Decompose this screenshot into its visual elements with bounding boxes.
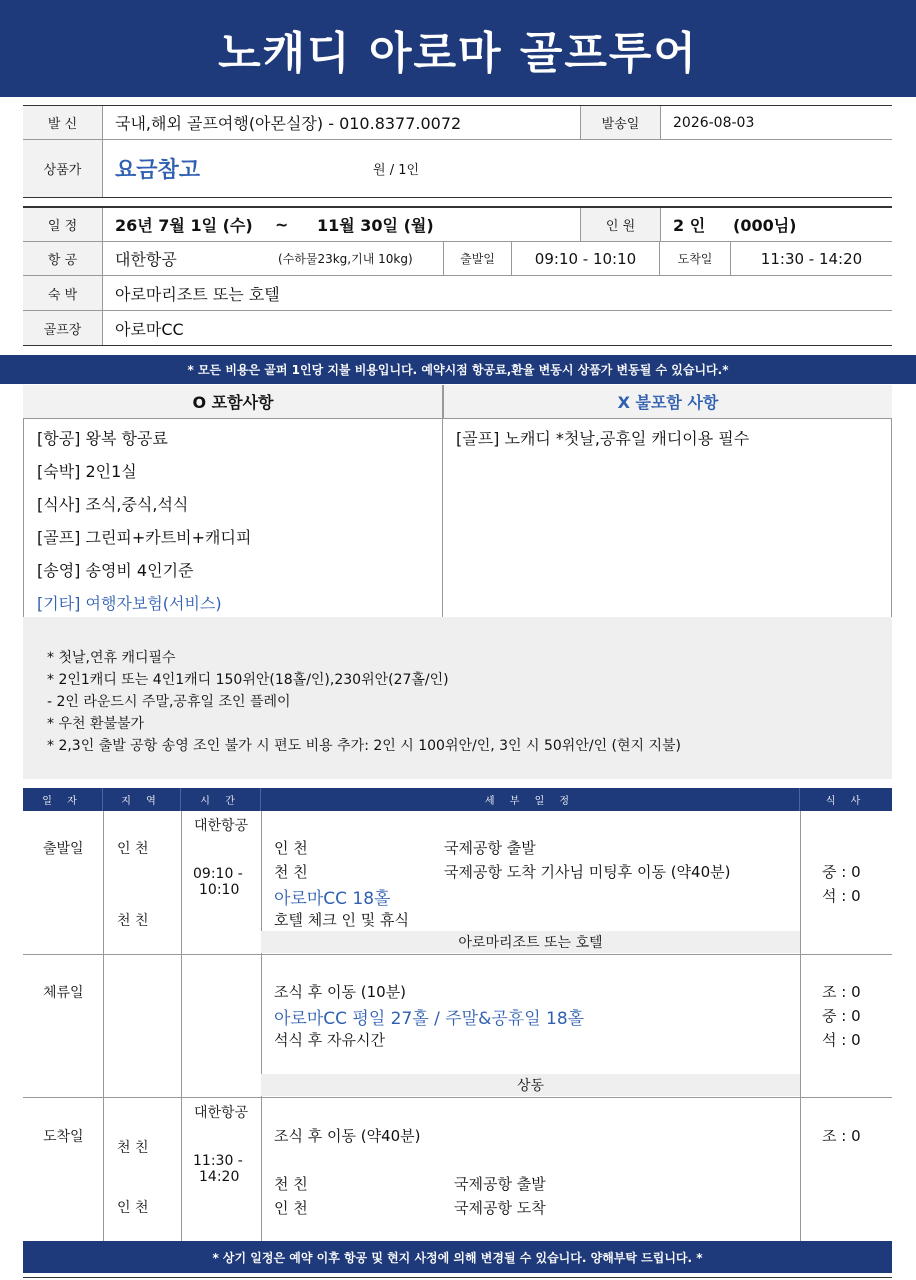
included-item: [송영] 송영비 4인기준 — [37, 561, 194, 580]
col-meal: 식 사 — [825, 796, 867, 807]
price-unit: 원 / 1인 — [373, 163, 420, 178]
day1-stay: 아로마리조트 또는 호텔 — [261, 931, 800, 953]
price-value: 요금참고 — [115, 158, 201, 183]
day3-text-1: 조식 후 이동 (약40분) — [274, 1127, 421, 1145]
col-date: 일 자 — [23, 788, 103, 811]
baggage-info: (수하물23kg,기내 10kg) — [266, 242, 444, 275]
people-cell — [661, 208, 892, 241]
day2-text-1: 조식 후 이동 (10분) — [274, 983, 407, 1001]
sender-row — [23, 106, 892, 140]
excluded-title: X 불포함 사항 — [443, 385, 892, 419]
schedule-notice: * 상기 일정은 예약 이후 항공 및 현지 사정에 의해 변경될 수 있습니다. 양해부탁 드립니다. * — [23, 1241, 892, 1273]
sender-value: 국내,해외 골프여행(아몬실장) - 010.8377.0072 — [103, 106, 581, 139]
cost-notice: * 모든 비용은 골퍼 1인당 지불 비용입니다. 예약시점 항공료,환율 변동시 상품가 변동될 수 있습니다.* — [0, 355, 916, 384]
day2-label: 체류일 — [43, 985, 84, 1001]
schedule-cell — [103, 208, 581, 241]
grid-line — [181, 811, 182, 1241]
day1-place-2: 천 친 — [274, 863, 308, 881]
day1-text-1: 국제공항 출발 — [444, 839, 536, 857]
day1-golf: 아로마CC 18홀 — [274, 889, 391, 909]
day1-meal-2: 석 : 0 — [822, 887, 861, 905]
day3-meal-1: 조 : 0 — [822, 1127, 861, 1145]
inclusion-divider — [442, 385, 443, 617]
day1-text-2: 국제공항 도착 기사님 미팅후 이동 (약40분) — [444, 863, 731, 881]
golf-label: 골프장 — [23, 311, 103, 345]
day2-meal-1: 조 : 0 — [822, 983, 861, 1001]
golf-row — [23, 311, 892, 346]
day3-region-1: 천 친 — [117, 1140, 149, 1156]
day3-text-2: 국제공항 출발 — [454, 1175, 546, 1193]
hotel-row — [23, 276, 892, 311]
included-item: [골프] 그린피+카트비+캐디피 — [37, 528, 252, 547]
price-cell — [103, 140, 892, 197]
day3-text-3: 국제공항 도착 — [454, 1199, 546, 1217]
day1-region-2: 천 친 — [117, 913, 149, 929]
day3-place-3: 인 천 — [274, 1199, 308, 1217]
day3-place-2: 천 친 — [274, 1175, 308, 1193]
schedule-label: 일 정 — [23, 208, 103, 241]
airline-label: 항 공 — [23, 242, 103, 275]
depart-time: 09:10 - 10:10 — [512, 242, 660, 275]
day3-airline: 대한항공 — [194, 1105, 249, 1121]
airline-value: 대한항공 — [115, 250, 177, 269]
schedule-end: 11월 30일 (월) — [317, 216, 434, 235]
golf-value: 아로마CC — [115, 319, 184, 339]
schedule-start: 26년 7월 1일 (수) — [115, 216, 253, 235]
day2-meal-3: 석 : 0 — [822, 1031, 861, 1049]
day3-time-b: 14:20 — [199, 1169, 240, 1185]
day1-place-1: 인 천 — [274, 839, 308, 857]
note-line: * 2,3인 출발 공항 송영 조인 불가 시 편도 비용 추가: 2인 시 100위안/인, 3인 시 50위안/인 (현지 지불) — [47, 738, 682, 754]
people-names: (000님) — [733, 216, 797, 235]
day1-region-1: 인 천 — [117, 841, 149, 857]
page-title: 노캐디 아로마 골프투어 — [0, 0, 916, 97]
day1-checkin: 호텔 체크 인 및 휴식 — [274, 911, 409, 929]
price-row — [23, 140, 892, 198]
day2-stay: 상동 — [261, 1074, 800, 1096]
included-item: [식사] 조식,중식,석식 — [37, 495, 189, 514]
schedule-row — [23, 208, 892, 242]
included-item: [항공] 왕복 항공료 — [37, 429, 168, 448]
day1-airline: 대한항공 — [194, 818, 249, 834]
grid-line — [23, 954, 892, 955]
note-line: * 첫날,연휴 캐디필수 — [47, 650, 176, 666]
day1-label: 출발일 — [43, 841, 84, 857]
included-item: [기타] 여행자보험(서비스) — [37, 594, 222, 613]
day3-label: 도착일 — [43, 1129, 84, 1145]
note-line: * 우천 환불불가 — [47, 716, 145, 732]
people-count: 2 인 — [673, 216, 706, 235]
depart-label: 출발일 — [444, 242, 512, 275]
airline-row — [23, 242, 892, 276]
grid-line — [261, 811, 262, 1241]
day1-meal-1: 중 : 0 — [822, 863, 861, 881]
day2-text-3: 석식 후 자유시간 — [274, 1031, 385, 1049]
day2-golf: 아로마CC 평일 27홀 / 주말&공휴일 18홀 — [274, 1009, 585, 1029]
grid-line — [23, 1097, 892, 1098]
col-region: 지 역 — [103, 788, 181, 811]
day3-time-a: 11:30 - — [193, 1153, 243, 1169]
note-line: - 2인 라운드시 주말,공휴일 조인 플레이 — [47, 694, 291, 710]
bottom-rule — [23, 1277, 892, 1278]
price-label: 상품가 — [23, 140, 103, 197]
hotel-value: 아로마리조트 또는 호텔 — [115, 284, 280, 304]
notes-box — [23, 617, 892, 779]
grid-line — [103, 811, 104, 1241]
note-line: * 2인1캐디 또는 4인1캐디 150위안(18홀/인),230위안(27홀/인) — [47, 672, 449, 688]
arrive-time: 11:30 - 14:20 — [760, 249, 863, 268]
day1-time-a: 09:10 - — [193, 866, 243, 882]
schedule-tilde: ~ — [275, 215, 289, 234]
sender-label: 발 신 — [23, 106, 103, 139]
send-date-label: 발송일 — [581, 106, 661, 139]
excluded-item: [골프] 노캐디 *첫날,공휴일 캐디이용 필수 — [456, 429, 750, 448]
day3-region-2: 인 천 — [117, 1200, 149, 1216]
day1-time-b: 10:10 — [199, 882, 240, 898]
schedule-header — [23, 788, 892, 811]
col-time: 시 간 — [181, 788, 261, 811]
arrive-label: 도착일 — [660, 242, 731, 275]
included-title: O 포함사항 — [23, 385, 443, 419]
col-detail: 세 부 일 정 — [261, 788, 800, 811]
hotel-label: 숙 박 — [23, 276, 103, 310]
day2-meal-2: 중 : 0 — [822, 1007, 861, 1025]
people-label: 인 원 — [581, 208, 661, 241]
grid-line — [800, 811, 801, 1241]
included-item: [숙박] 2인1실 — [37, 462, 137, 481]
send-date-value: 2026-08-03 — [673, 114, 755, 131]
